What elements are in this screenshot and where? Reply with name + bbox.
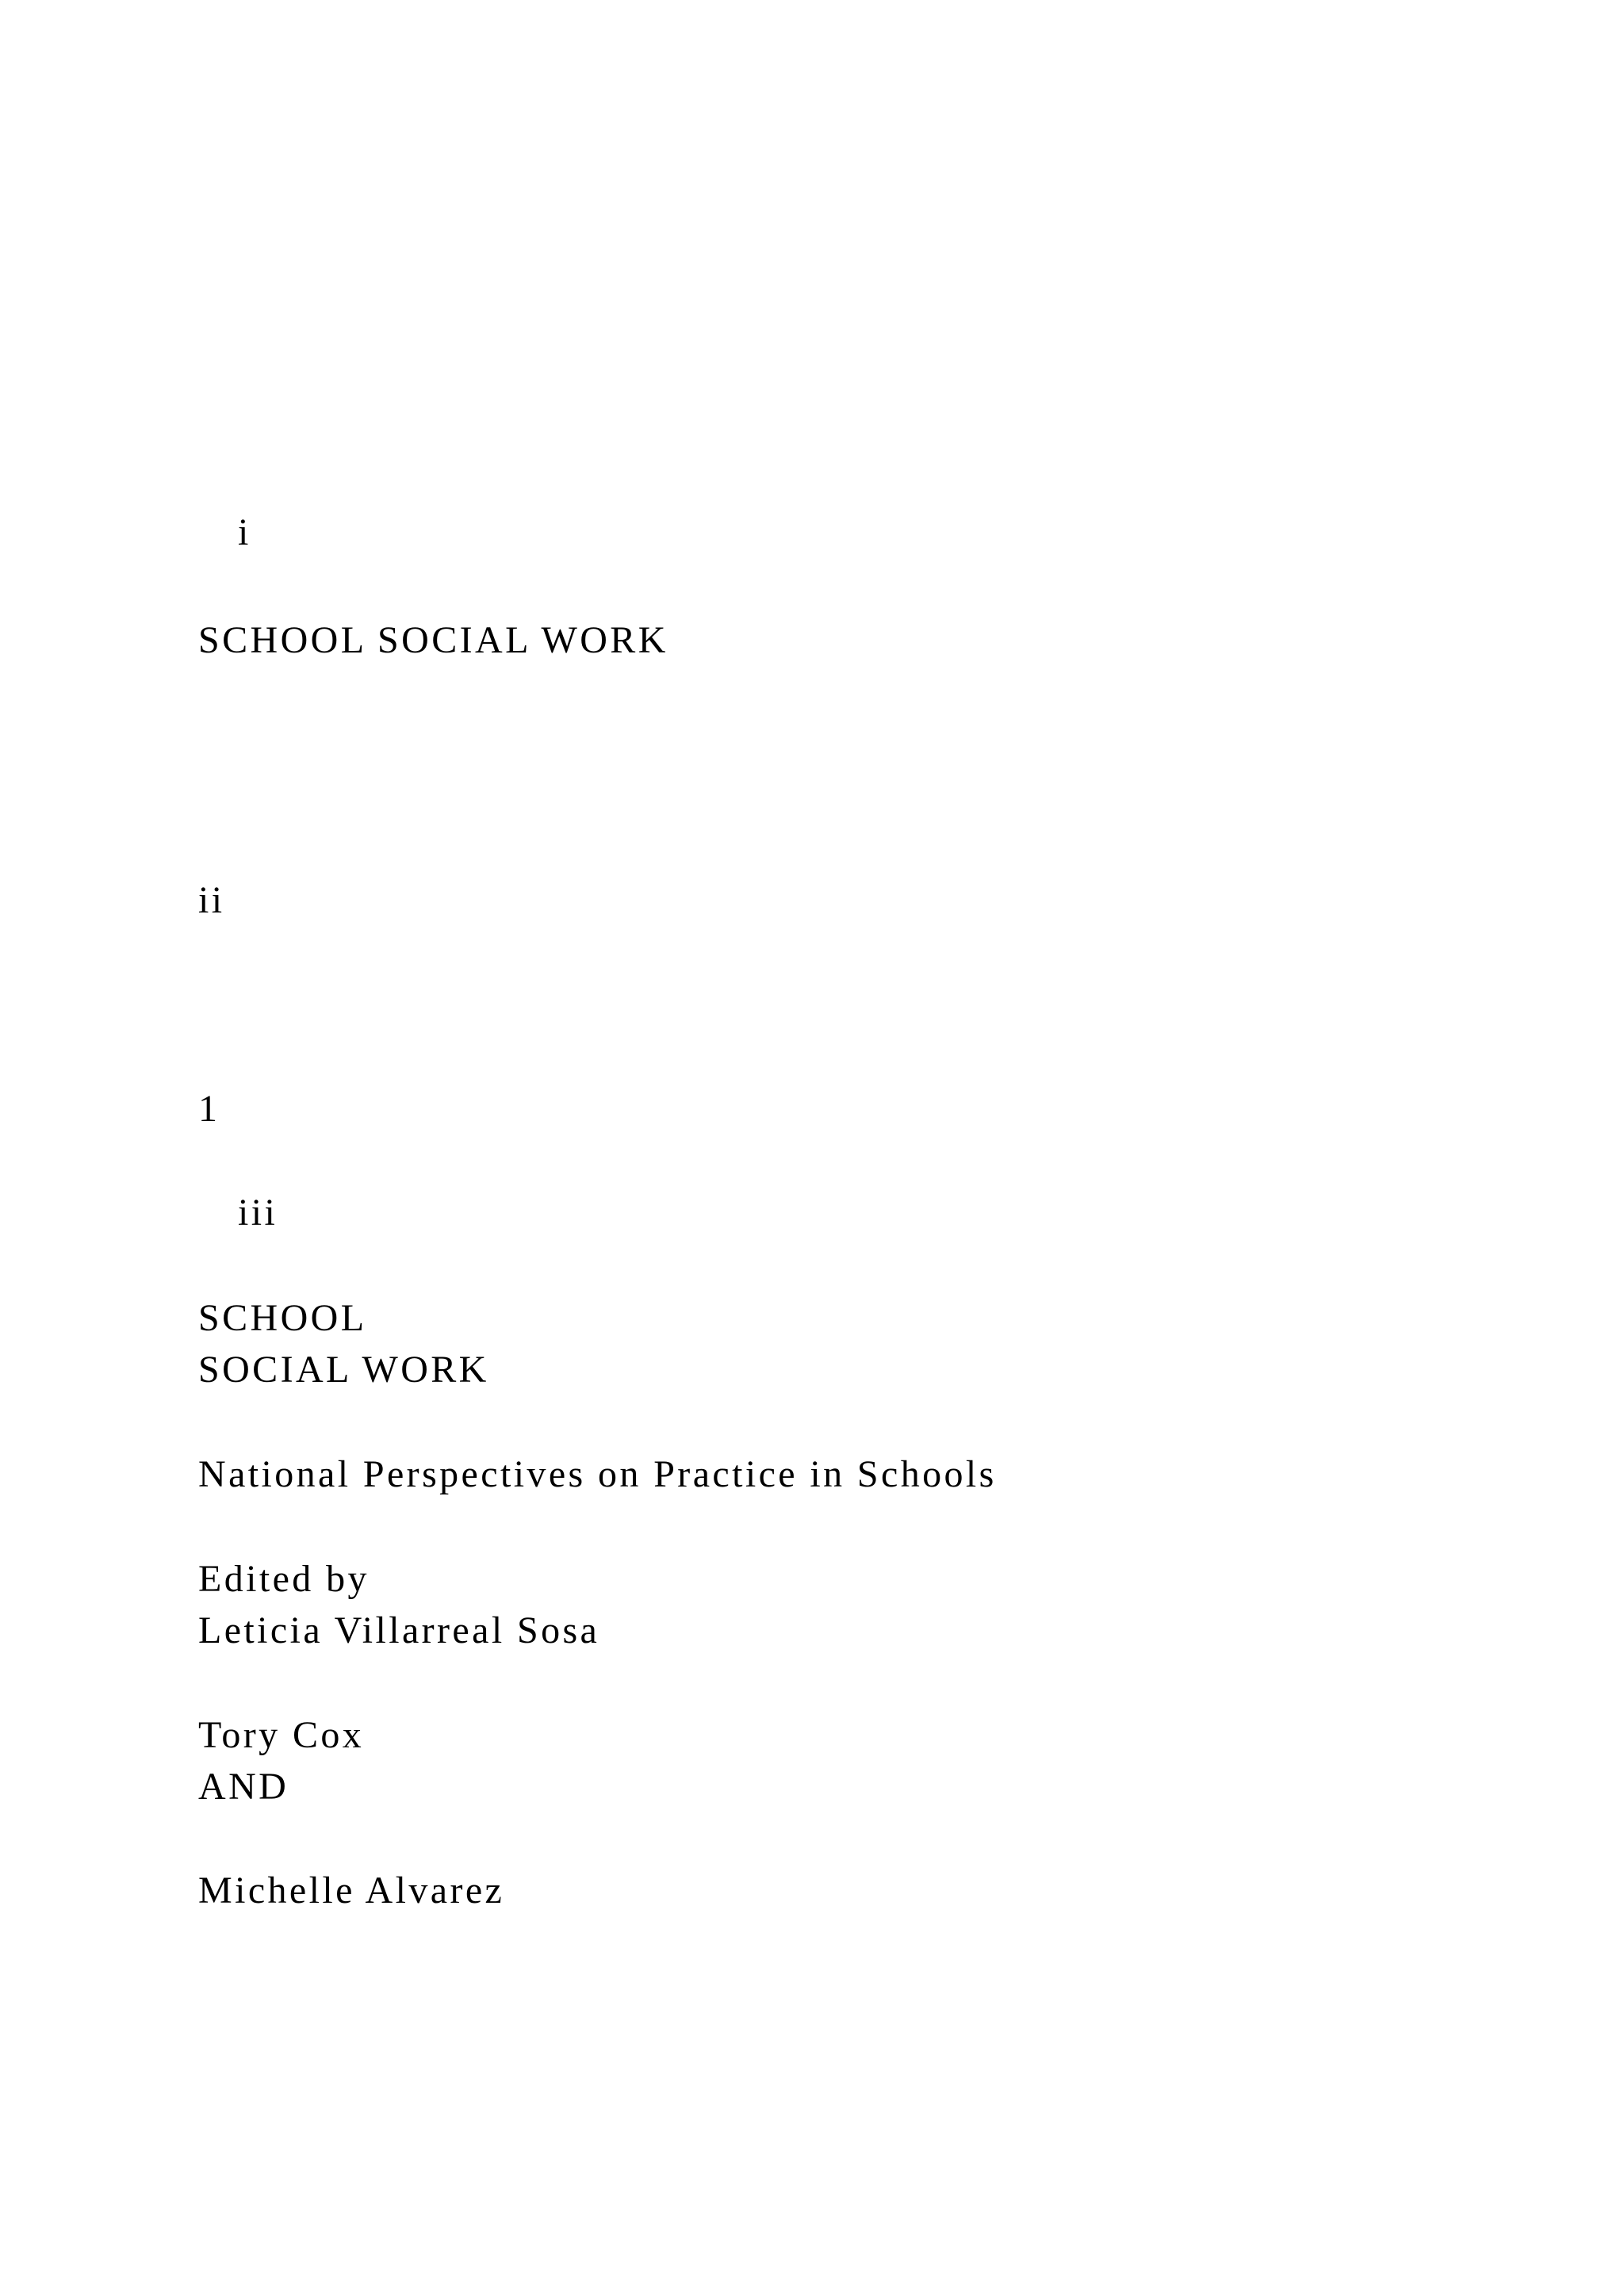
editor-name: Tory Cox xyxy=(198,1714,365,1756)
half-title: SCHOOL SOCIAL WORK xyxy=(198,619,668,661)
subtitle: National Perspectives on Practice in Schools xyxy=(198,1453,997,1495)
page-number-i: i xyxy=(238,511,251,553)
page-number-1: 1 xyxy=(198,1088,220,1130)
title-line-2: SOCIAL WORK xyxy=(198,1349,489,1391)
editor-name: Michelle Alvarez xyxy=(198,1869,505,1911)
page-number-ii: ii xyxy=(198,879,225,921)
editor-name: Leticia Villarreal Sosa xyxy=(198,1609,600,1651)
edited-by-label: Edited by xyxy=(198,1558,370,1600)
conjunction-and: AND xyxy=(198,1766,289,1808)
title-line-1: SCHOOL xyxy=(198,1297,367,1339)
page-number-iii: iii xyxy=(238,1192,278,1234)
